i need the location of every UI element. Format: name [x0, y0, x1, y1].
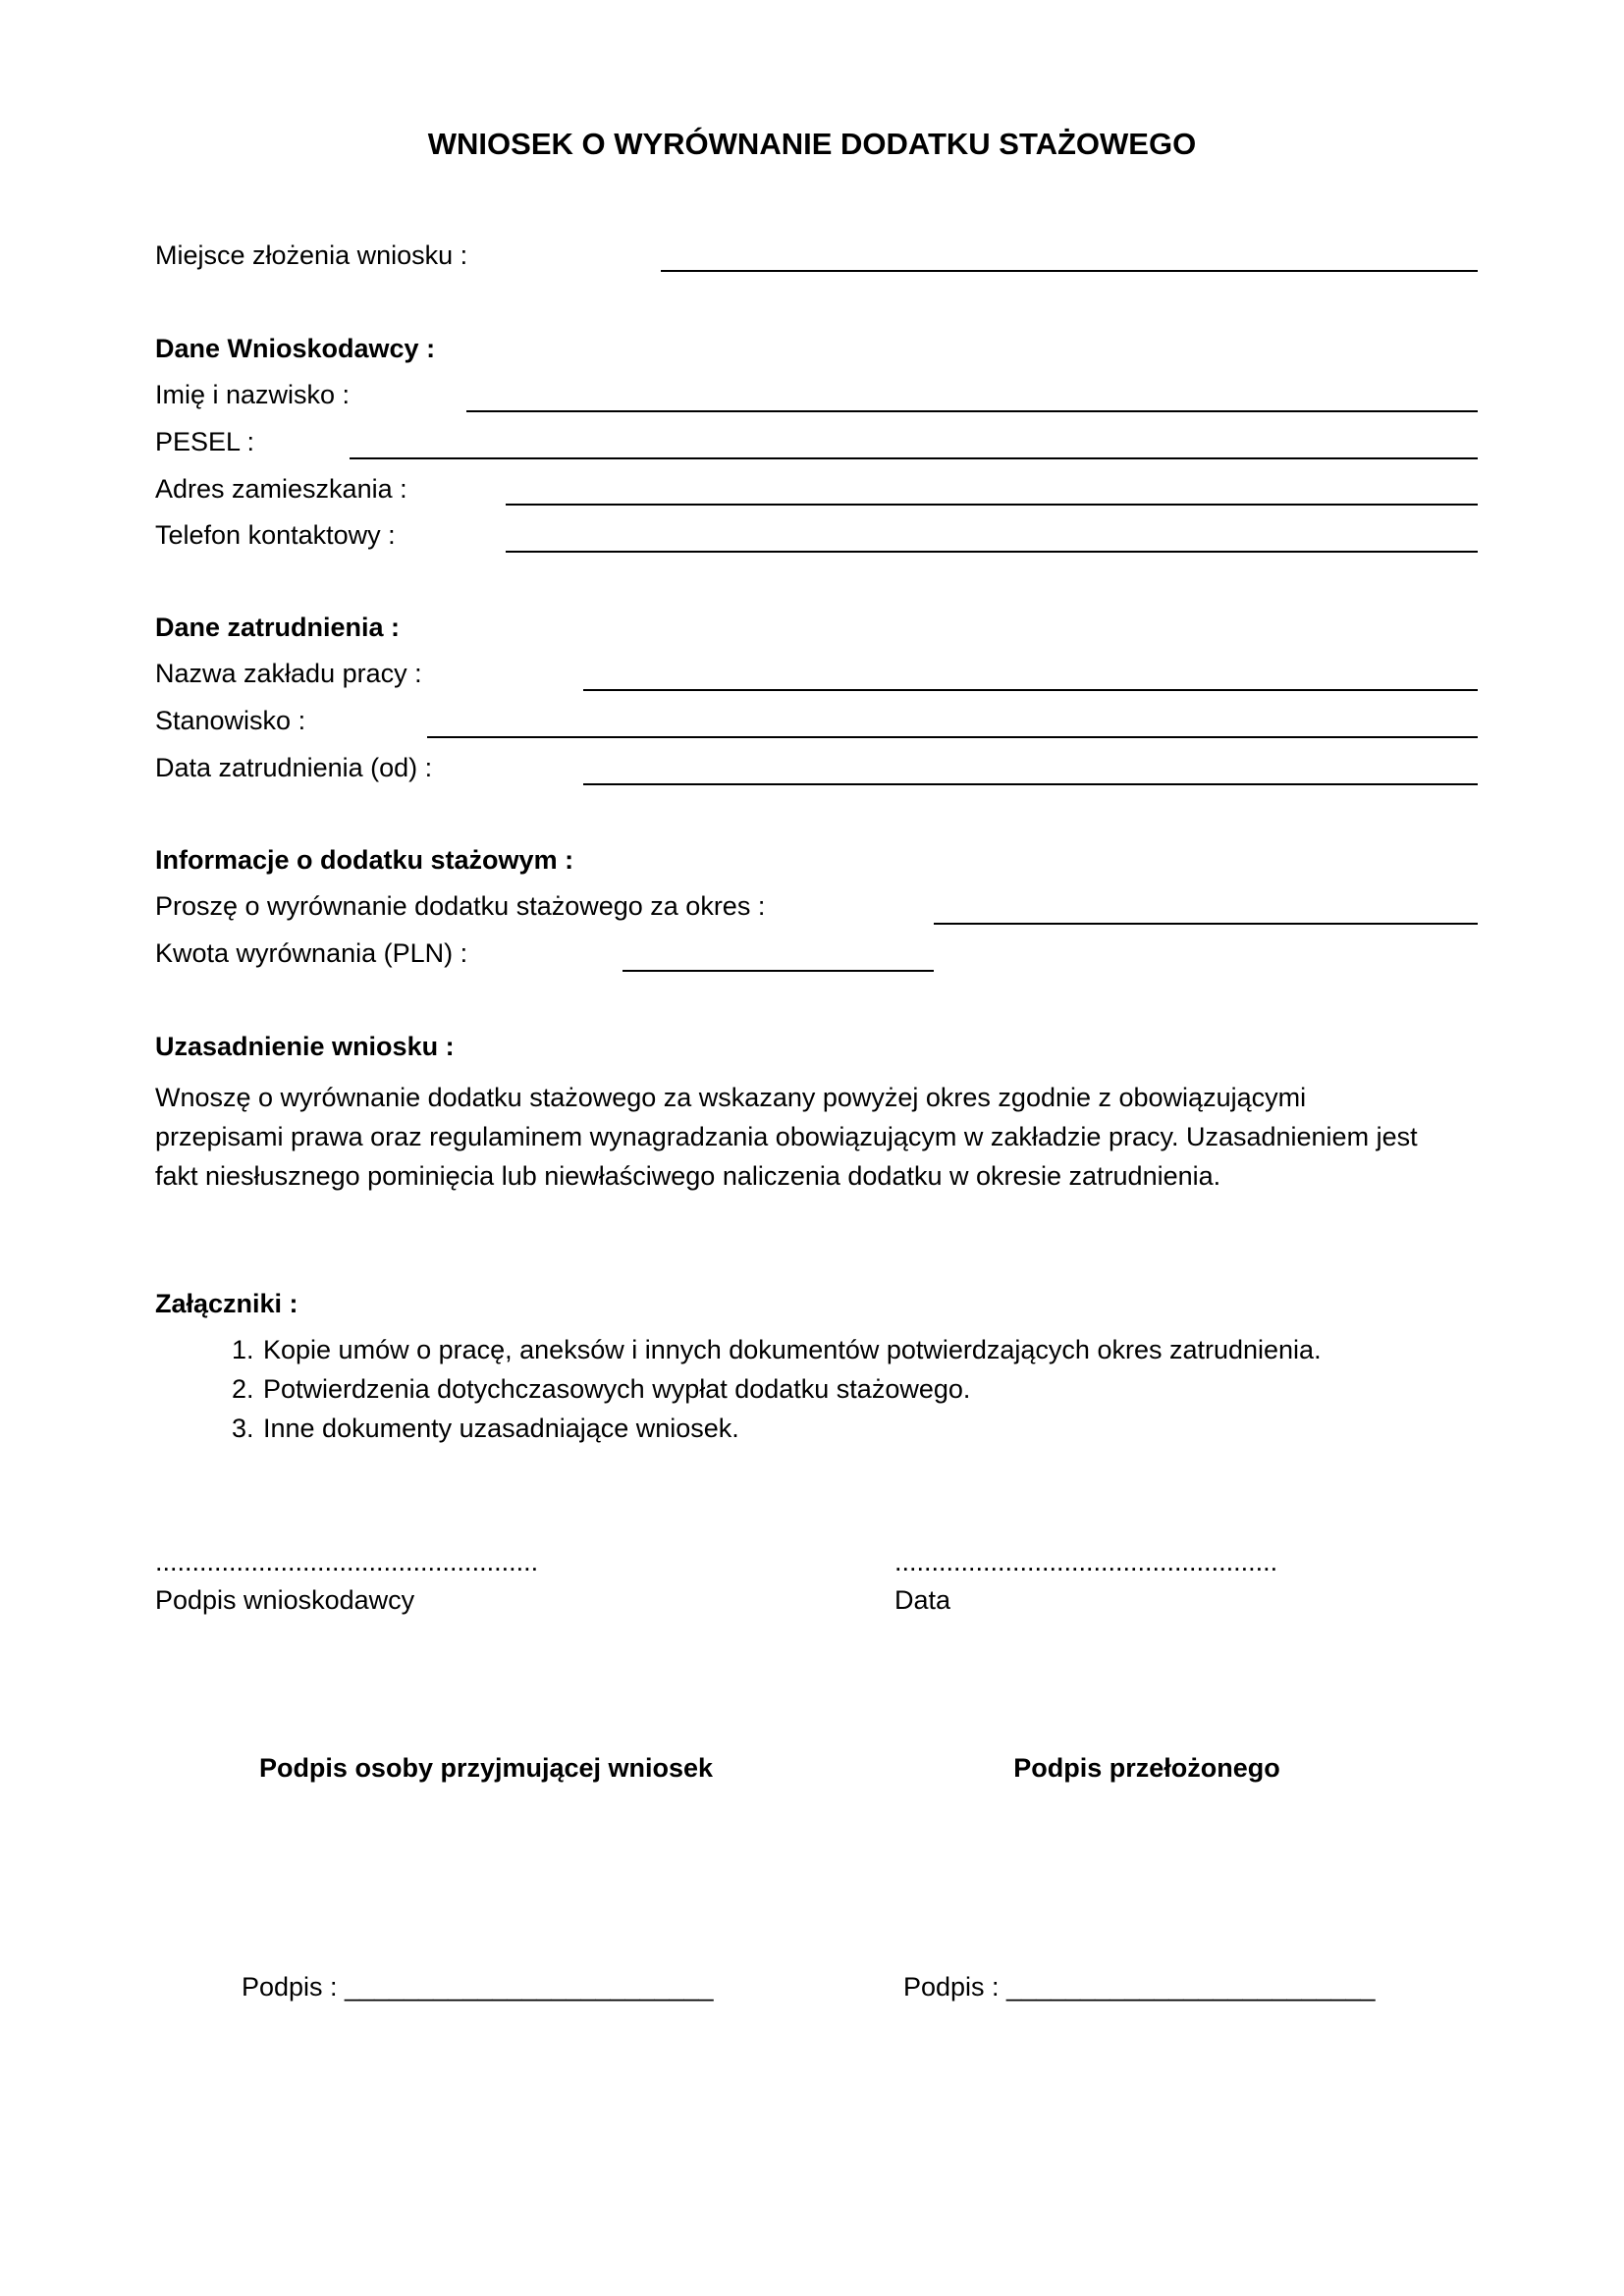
- list-item-number: 3.: [232, 1414, 254, 1443]
- amount-field[interactable]: [623, 970, 934, 972]
- pesel-field[interactable]: [350, 457, 1478, 459]
- period-field[interactable]: [934, 923, 1478, 925]
- place-field[interactable]: [661, 270, 1478, 272]
- attachments-heading: Załączniki :: [155, 1289, 298, 1318]
- receiver-signature-heading: Podpis osoby przyjmującej wniosek: [258, 1753, 714, 1783]
- date-line[interactable]: ....................................................: [894, 1547, 1278, 1576]
- list-item-text: Inne dokumenty uzasadniające wniosek.: [263, 1414, 739, 1443]
- applicant-heading: Dane Wnioskodawcy :: [155, 334, 436, 363]
- page-title: WNIOSEK O WYRÓWNANIE DODATKU STAŻOWEGO: [427, 127, 1197, 161]
- list-item-number: 1.: [232, 1335, 254, 1364]
- supervisor-sign-field[interactable]: Podpis : _________________________: [903, 1972, 1376, 2002]
- workplace-label: Nazwa zakładu pracy :: [155, 659, 422, 688]
- list-item: [232, 1413, 739, 1444]
- name-field[interactable]: [466, 410, 1478, 412]
- applicant-signature-line[interactable]: ....................................................: [155, 1547, 539, 1576]
- pesel-label: PESEL :: [155, 427, 255, 456]
- justification-line: fakt niesłusznego pominięcia lub niewłaściwego naliczenia dodatku w okresie zatrudnienia.: [155, 1161, 1221, 1191]
- list-item: [232, 1373, 970, 1405]
- amount-label: Kwota wyrównania (PLN) :: [155, 938, 468, 968]
- applicant-signature-label: Podpis wnioskodawcy: [155, 1585, 415, 1615]
- bonus-info-heading: Informacje o dodatku stażowym :: [155, 845, 574, 875]
- position-label: Stanowisko :: [155, 706, 306, 735]
- list-item-text: Potwierdzenia dotychczasowych wypłat dodatku stażowego.: [263, 1374, 971, 1404]
- name-label: Imię i nazwisko :: [155, 380, 351, 409]
- address-field[interactable]: [506, 504, 1478, 506]
- list-item-text: Kopie umów o pracę, aneksów i innych dokumentów potwierdzających okres zatrudnienia.: [263, 1335, 1322, 1364]
- position-field[interactable]: [427, 736, 1478, 738]
- justification-line: przepisami prawa oraz regulaminem wynagradzania obowiązującym w zakładzie pracy. Uzasadnieniem jest: [155, 1122, 1418, 1151]
- place-label: Miejsce złożenia wniosku :: [155, 240, 468, 270]
- start-date-label: Data zatrudnienia (od) :: [155, 753, 433, 782]
- list-item: [232, 1334, 1322, 1365]
- phone-field[interactable]: [506, 551, 1478, 553]
- period-label: Proszę o wyrównanie dodatku stażowego za okres :: [155, 891, 766, 921]
- list-item-number: 2.: [232, 1374, 254, 1404]
- employment-heading: Dane zatrudnienia :: [155, 613, 401, 642]
- supervisor-signature-heading: Podpis przełożonego: [1013, 1753, 1280, 1783]
- address-label: Adres zamieszkania :: [155, 474, 407, 504]
- justification-text: [155, 1078, 1490, 1196]
- date-label: Data: [894, 1585, 951, 1615]
- start-date-field[interactable]: [583, 783, 1478, 785]
- workplace-field[interactable]: [583, 689, 1478, 691]
- justification-heading: Uzasadnienie wniosku :: [155, 1032, 455, 1061]
- justification-line: Wnoszę o wyrównanie dodatku stażowego za wskazany powyżej okres zgodnie z obowiązującymi: [155, 1083, 1307, 1112]
- phone-label: Telefon kontaktowy :: [155, 520, 396, 550]
- receiver-sign-field[interactable]: Podpis : _________________________: [242, 1972, 714, 2002]
